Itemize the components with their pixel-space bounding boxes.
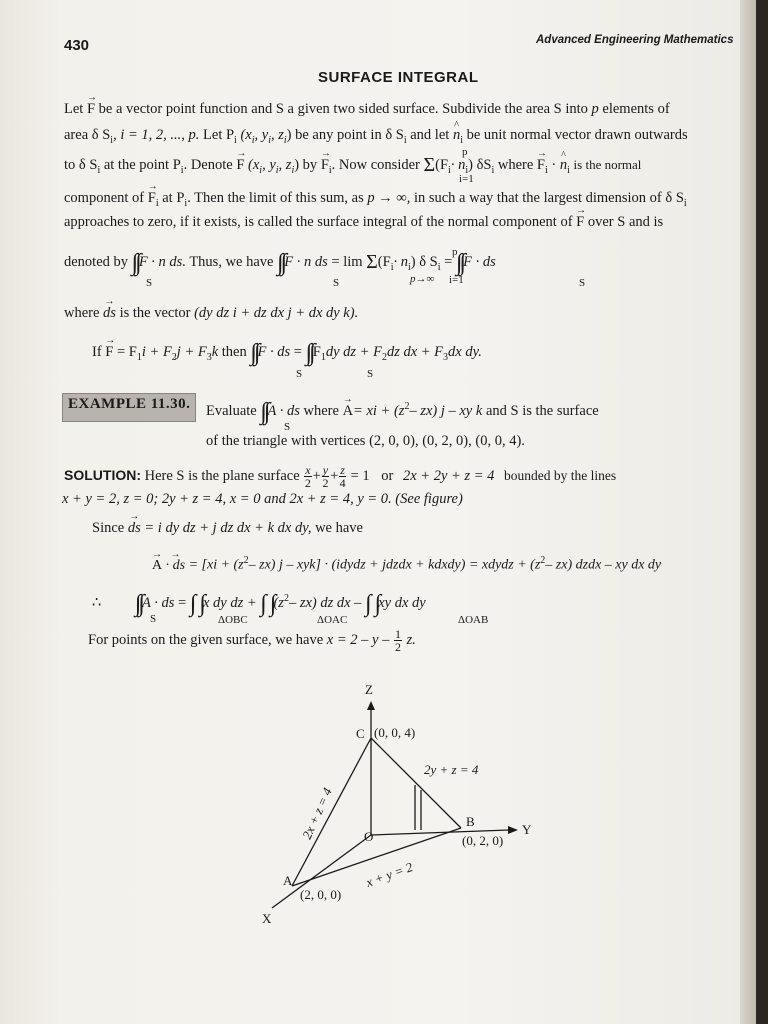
z-arrow	[367, 701, 375, 710]
sigma-upper: p	[462, 146, 468, 158]
label-ab: x + y = 2	[363, 859, 415, 890]
point-b: B	[466, 814, 475, 829]
int-sub-s: S	[579, 277, 586, 289]
label-cb: 2y + z = 4	[424, 762, 479, 777]
axis-z-label: Z	[365, 682, 373, 697]
intro-line-2: area δ $S_i$, i = 1, 2, ..., p. Let $P_i$ ($x_i$, $y_i$, $z_i$) be any point in δ $S_i$ and let ^ $n_i$ be unit normal vector drawn outwards	[64, 126, 688, 150]
solution-line-4: → A → · ds = [$xi + (z^2-$ zx) j – xyk] · (idydz + jdzdx + kdxdy) = xdydz + ($z^2-$ zx) dzdx – xy dx dy	[152, 552, 661, 575]
point-c: C	[356, 726, 365, 741]
coord-c: (0, 0, 4)	[374, 725, 416, 740]
example-label: EXAMPLE 11.30.	[68, 396, 191, 412]
vector-f: → F	[87, 100, 95, 118]
book-title: Advanced Engineering Mathematics	[536, 34, 734, 46]
intro-line-6: denoted by ∫∫F · n ds. Thus, we have ∫∫F · n ds = $\lim \Sigma(F_i\cdot n_i)$ δ $S_i = \int\int F$ · ds	[64, 250, 496, 276]
section-title: SURFACE INTEGRAL	[318, 69, 479, 86]
int-sub-oab: ΔOAB	[458, 614, 489, 626]
intro-line-4: component of → $F_i$ at $P_i$. Then the limit of this sum, as p → ∞, in such a way that the largest dimension of δ $S_i$	[64, 189, 687, 213]
page-edge	[740, 0, 756, 1024]
int-sub-s: S	[367, 368, 374, 380]
intro-line-3: to δ $S_i$ at the point $P_i$. Denote → F ($x_i$, $y_i$, $z_i$) by → $F_i$. Now consider $\Sigma(F_i\cdot n_i)$ $\delta S_i$ where → $F_i$ · ^ $n_i$ is the normal	[64, 156, 641, 180]
edge-cb	[371, 738, 461, 828]
axis-x-label: X	[262, 911, 272, 926]
example-line-1: Evaluate ∫∫A · ds where → A= xi + ($z^2-$ zx) j – xy k and S is the surface	[206, 398, 599, 421]
point-a: A	[283, 873, 293, 888]
label-ca: 2x + z = 4	[299, 785, 335, 842]
int-sub-oac: ΔOAC	[317, 614, 348, 626]
axis-y-label: Y	[522, 822, 532, 837]
intro-line-1: Let → F be a vector point function and S a given two sided surface. Subdivide the area S into p elements of	[64, 100, 670, 118]
origin-label: O	[364, 829, 374, 844]
int-sub-obc: ΔOBC	[218, 614, 248, 626]
solution-line-6: For points on the given surface, we have x = 2 – y – $\frac{1}{2}$ z.	[88, 627, 416, 654]
int-sub-s: S	[150, 613, 157, 625]
sigma-lower: i=1	[459, 173, 474, 185]
intro-line-8: $If \to F = F_1i + F_2j + F_3k$ then ∫∫F · ds = $\int\int F_1dy$ dz + $F_2dz$ dx + $F_3dx$ dy.	[92, 343, 482, 367]
int-sub-s: S	[146, 277, 153, 289]
intro-line-5: approaches to zero, if it exists, is called the surface integral of the normal component of → F over S and is	[64, 213, 663, 231]
example-line-2: of the triangle with vertices (2, 0, 0), (0, 2, 0), (0, 0, 4).	[206, 433, 525, 449]
sigma-lower: i=1	[449, 274, 464, 286]
int-sub-s: S	[284, 421, 291, 433]
y-arrow	[508, 826, 518, 834]
coord-b: (0, 2, 0)	[462, 833, 504, 848]
solution-line-5: ∴ ∫∫A · ds = ∫ ∫x dy dz + ∫ $\int(z^2-$ zx) dz dx – ∫ ∫xy dx dy	[92, 590, 426, 617]
intro-line-7: where → ds is the vector (dy dz i + dz dx j + dx dy k).	[64, 304, 358, 322]
int-sub-s: S	[296, 368, 303, 380]
page-number: 430	[64, 37, 90, 54]
solution-line-3: Since → ds = i dy dz + j dz dx + k dx dy, we have	[92, 519, 363, 537]
solution-label: SOLUTION:	[64, 466, 141, 483]
coord-a: (2, 0, 0)	[300, 887, 342, 902]
int-sub-s: S	[333, 277, 340, 289]
solution-line-1: SOLUTION: Here S is the plane surface $\frac{x}{2}$ + $\frac{y}{2}$ + $\frac{z}{4}$ = 1 or 2x + 2y + z = 4 bounded by the lines	[64, 463, 617, 490]
sigma-upper: p	[452, 246, 458, 258]
solution-line-2: x + y = 2, z = 0; 2y + z = 4, x = 0 and 2x + z = 4, y = 0. (See figure)	[62, 491, 463, 507]
lim-sub: p→∞	[410, 273, 435, 285]
